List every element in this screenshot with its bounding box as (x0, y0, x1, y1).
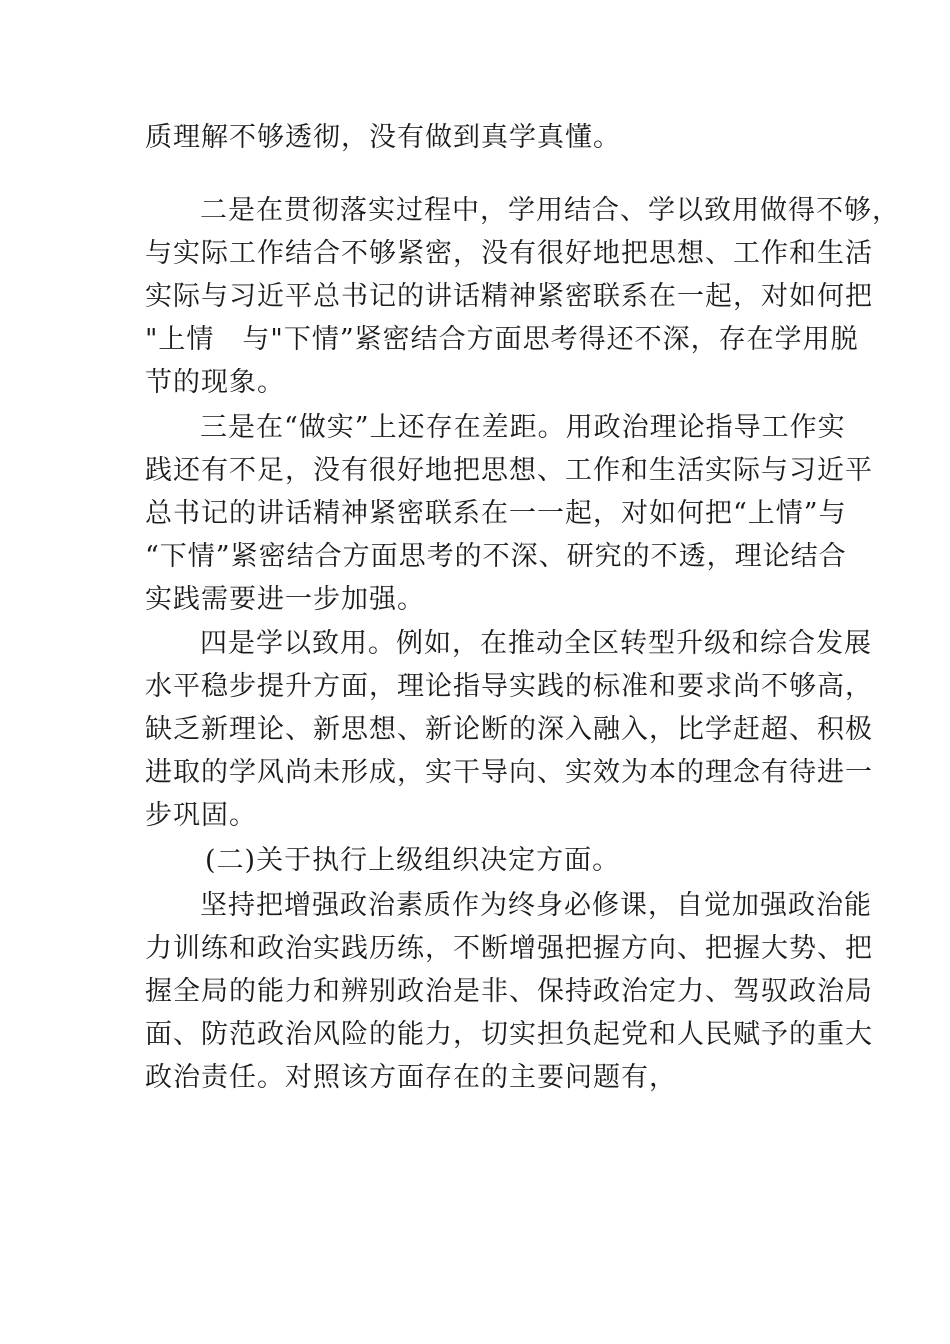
paragraph-3-line-2: 践还有不足，没有很好地把思想、工作和生活实际与习近平 (145, 455, 873, 486)
paragraph-5-line-1: 坚持把增强政治素质作为终身必修课，自觉加强政治能 (200, 890, 872, 921)
paragraph-1-line-1: 质理解不够透彻，没有做到真学真懂。 (145, 122, 621, 153)
section-heading-2: (二)关于执行上级组织决定方面。 (205, 845, 621, 876)
paragraph-2-line-1: 二是在贯彻落实过程中，学用结合、学以致用做得不够， (200, 195, 900, 226)
paragraph-5-line-3: 握全局的能力和辨别政治是非、保持政治定力、驾驭政治局 (145, 976, 873, 1007)
paragraph-3-line-1: 三是在“做实”上还存在差距。用政治理论指导工作实 (200, 412, 846, 443)
paragraph-4-line-4: 进取的学风尚未形成，实干导向、实效为本的理念有待进一 (145, 757, 873, 788)
paragraph-5-line-2: 力训练和政治实践历练，不断增强把握方向、把握大势、把 (145, 933, 873, 964)
paragraph-4-line-3: 缺乏新理论、新思想、新论断的深入融入，比学赶超、积极 (145, 714, 873, 745)
paragraph-4-line-2: 水平稳步提升方面，理论指导实践的标准和要求尚不够高， (145, 671, 873, 702)
paragraph-2-line-4: "上情 与"下情”紧密结合方面思考得还不深，存在学用脱 (145, 324, 859, 355)
paragraph-3-line-5: 实践需要进一步加强。 (145, 584, 425, 615)
paragraph-5-line-4: 面、防范政治风险的能力，切实担负起党和人民赋予的重大 (145, 1019, 873, 1050)
paragraph-2-line-5: 节的现象。 (145, 367, 285, 398)
paragraph-3-line-3: 总书记的讲话精神紧密联系在一一起，对如何把“上情”与 (145, 498, 847, 529)
paragraph-4-line-5: 步巩固。 (145, 800, 257, 831)
paragraph-2-line-2: 与实际工作结合不够紧密，没有很好地把思想、工作和生活 (145, 238, 873, 269)
paragraph-3-line-4: “下情”紧密结合方面思考的不深、研究的不透，理论结合 (145, 541, 847, 572)
paragraph-4-line-1: 四是学以致用。例如，在推动全区转型升级和综合发展 (200, 628, 872, 659)
paragraph-5-line-5: 政治责任。对照该方面存在的主要问题有， (145, 1062, 677, 1093)
paragraph-2-line-3: 实际与习近平总书记的讲话精神紧密联系在一起，对如何把 (145, 281, 873, 312)
